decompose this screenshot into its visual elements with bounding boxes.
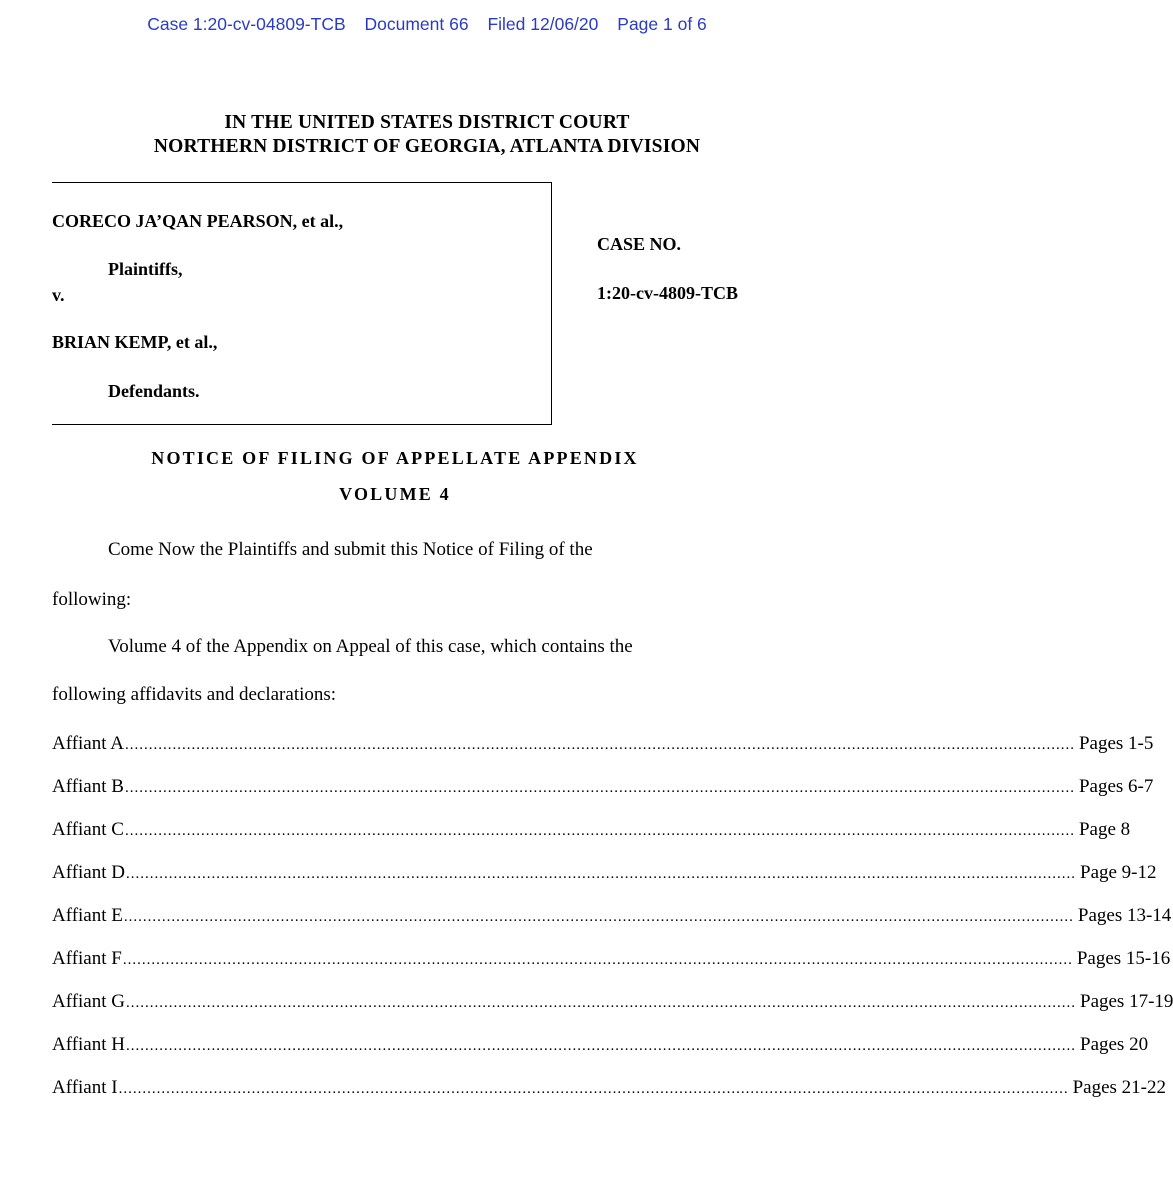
ecf-filed-date: Filed 12/06/20	[487, 14, 599, 34]
toc-affiant-pages: Pages 1-5	[1078, 733, 1154, 754]
toc-affiant-name: Affiant G	[52, 991, 125, 1012]
defendants-label: Defendants.	[108, 381, 200, 401]
toc-affiant-name: Affiant D	[52, 862, 125, 883]
toc-dot-leader: ........................................................................................................................................................................................................	[123, 909, 1074, 925]
toc-dot-leader: ........................................................................................................................................................................................................	[124, 780, 1075, 796]
toc-row-affiant-h	[52, 1034, 1149, 1058]
court-title-line-1: IN THE UNITED STATES DISTRICT COURT	[224, 112, 630, 133]
ecf-header	[0, 14, 854, 35]
plaintiff-name: CORECO JA’QAN PEARSON, et al.,	[52, 211, 344, 231]
toc-affiant-name: Affiant A	[52, 733, 124, 754]
toc-row-affiant-e	[52, 905, 1172, 929]
notice-volume: VOLUME 4	[339, 484, 451, 504]
ecf-page-count: Page 1 of 6	[617, 14, 707, 34]
toc-affiant-pages: Pages 21-22	[1072, 1077, 1167, 1098]
toc-row-affiant-a	[52, 733, 1154, 757]
toc-affiant-name: Affiant B	[52, 776, 124, 797]
toc-row-affiant-f	[52, 948, 1171, 972]
toc-dot-leader: ........................................................................................................................................................................................................	[126, 995, 1076, 1011]
toc-affiant-pages: Pages 13-14	[1077, 905, 1172, 926]
toc-affiant-pages: Pages 15-16	[1076, 948, 1171, 969]
toc-dot-leader: ........................................................................................................................................................................................................	[124, 737, 1075, 753]
paragraph-1-line-2: following:	[52, 589, 132, 610]
court-title-line-2: NORTHERN DISTRICT OF GEORGIA, ATLANTA DIVISION	[153, 136, 701, 157]
case-number: 1:20-cv-4809-TCB	[597, 283, 738, 303]
toc-row-affiant-b	[52, 776, 1154, 800]
case-number-label: CASE NO.	[597, 234, 682, 254]
toc-affiant-name: Affiant E	[52, 905, 123, 926]
toc-row-affiant-d	[52, 862, 1157, 886]
paragraph-1-line-1: Come Now the Plaintiffs and submit this Notice of Filing of the	[108, 539, 593, 560]
toc-dot-leader: ........................................................................................................................................................................................................	[126, 1038, 1076, 1054]
toc-affiant-name: Affiant F	[52, 948, 122, 969]
toc-dot-leader: ........................................................................................................................................................................................................	[118, 1081, 1069, 1097]
toc-dot-leader: ........................................................................................................................................................................................................	[126, 866, 1076, 882]
toc-affiant-pages: Page 8	[1078, 819, 1131, 840]
defendant-name: BRIAN KEMP, et al.,	[52, 332, 218, 352]
notice-title: NOTICE OF FILING OF APPELLATE APPENDIX	[151, 448, 639, 468]
toc-dot-leader: ........................................................................................................................................................................................................	[124, 823, 1075, 839]
toc-affiant-pages: Pages 20	[1080, 1034, 1149, 1055]
toc-row-affiant-i	[52, 1077, 1167, 1101]
toc-affiant-pages: Page 9-12	[1080, 862, 1157, 883]
plaintiffs-label: Plaintiffs,	[108, 259, 183, 279]
toc-affiant-name: Affiant H	[52, 1034, 125, 1055]
ecf-case-number: Case 1:20-cv-04809-TCB	[147, 14, 346, 34]
toc-affiant-name: Affiant C	[52, 819, 124, 840]
ecf-document-number: Document 66	[364, 14, 469, 34]
toc-row-affiant-c	[52, 819, 1131, 843]
paragraph-2-line-2: following affidavits and declarations:	[52, 684, 337, 705]
paragraph-2-line-1: Volume 4 of the Appendix on Appeal of this case, which contains the	[108, 636, 633, 657]
toc-affiant-name: Affiant I	[52, 1077, 118, 1098]
toc-affiant-pages: Pages 6-7	[1078, 776, 1154, 797]
toc-affiant-pages: Pages 17-19	[1080, 991, 1173, 1012]
toc-row-affiant-g	[52, 991, 1173, 1015]
toc-dot-leader: ........................................................................................................................................................................................................	[122, 952, 1073, 968]
versus-label: v.	[52, 285, 65, 305]
